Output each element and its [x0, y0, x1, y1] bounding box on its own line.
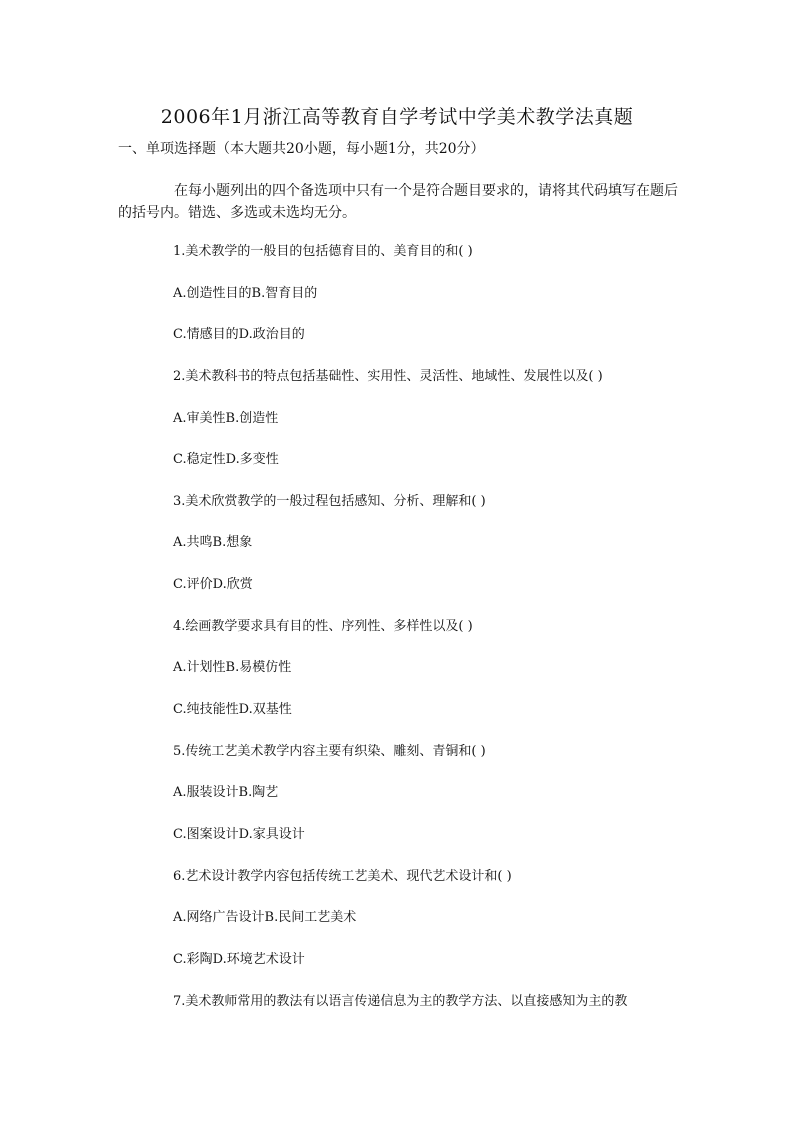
question-4-options-cd: C.纯技能性D.双基性 — [173, 702, 292, 717]
question-5-options-ab: A.服装设计B.陶艺 — [173, 785, 279, 800]
question-3-options-ab: A.共鸣B.想象 — [173, 535, 253, 550]
question-1: 1.美术教学的一般目的包括德育目的、美育目的和( ) — [173, 244, 473, 259]
question-6: 6.艺术设计教学内容包括传统工艺美术、现代艺术设计和( ) — [173, 869, 512, 884]
question-5-options-cd: C.图案设计D.家具设计 — [173, 827, 305, 842]
question-3: 3.美术欣赏教学的一般过程包括感知、分析、理解和( ) — [173, 494, 486, 509]
question-4-options-ab: A.计划性B.易模仿性 — [173, 660, 292, 675]
question-2-options-ab: A.审美性B.创造性 — [173, 411, 279, 426]
question-6-options-cd: C.彩陶D.环境艺术设计 — [173, 952, 305, 967]
question-5: 5.传统工艺美术教学内容主要有织染、雕刻、青铜和( ) — [173, 744, 486, 759]
section-heading: 一、单项选择题（本大题共20小题，每小题1分，共20分） — [118, 141, 485, 157]
page-title: 2006年1月浙江高等教育自学考试中学美术教学法真题 — [160, 106, 634, 128]
question-2: 2.美术教科书的特点包括基础性、实用性、灵活性、地域性、发展性以及( ) — [173, 369, 603, 384]
question-4: 4.绘画教学要求具有目的性、序列性、多样性以及( ) — [173, 619, 473, 634]
question-6-options-ab: A.网络广告设计B.民间工艺美术 — [173, 910, 357, 925]
question-2-options-cd: C.稳定性D.多变性 — [173, 452, 279, 467]
question-7: 7.美术教师常用的教法有以语言传递信息为主的教学方法、以直接感知为主的教 — [173, 994, 628, 1009]
question-1-options-ab: A.创造性目的B.智育目的 — [173, 286, 318, 301]
question-3-options-cd: C.评价D.欣赏 — [173, 577, 253, 592]
question-1-options-cd: C.情感目的D.政治目的 — [173, 327, 305, 342]
instruction-paragraph: 在每小题列出的四个备选项中只有一个是符合题目要求的，请将其代码填写在题后的括号内。错选、多选或未选均无分。 — [118, 183, 678, 221]
